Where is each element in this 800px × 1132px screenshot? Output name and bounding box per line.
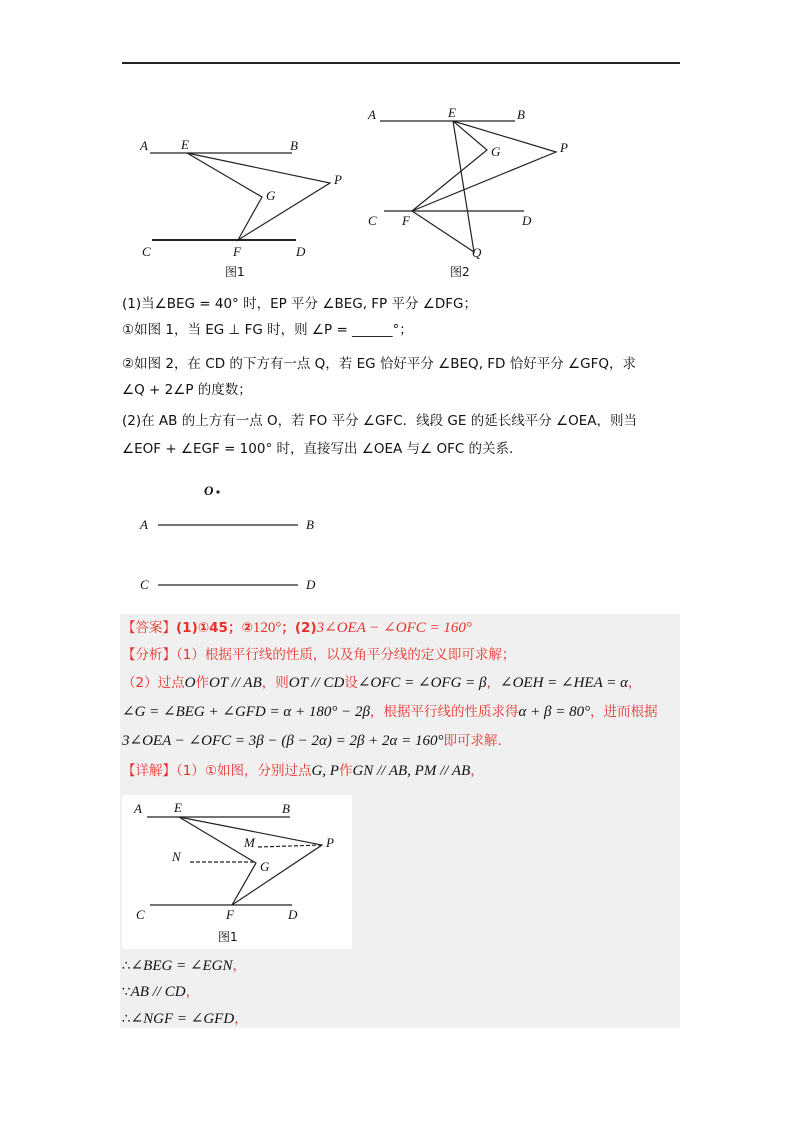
step-line bbox=[122, 1010, 248, 1028]
figure-2 bbox=[362, 104, 582, 280]
label-B: B bbox=[282, 801, 290, 816]
label-E: E bbox=[448, 105, 456, 120]
symbol: ∴ bbox=[122, 958, 131, 974]
label-D: D bbox=[288, 907, 298, 922]
label-B: B bbox=[517, 107, 525, 122]
label-F: F bbox=[233, 244, 241, 259]
text: ， bbox=[627, 675, 642, 691]
label-F: F bbox=[226, 907, 234, 922]
step-line bbox=[122, 983, 199, 1001]
text: （1）①如图，分别过点 bbox=[176, 763, 312, 779]
math: ∠BEG = ∠EGN bbox=[130, 958, 233, 974]
text: ， bbox=[470, 763, 484, 779]
math: α + β = 80° bbox=[518, 704, 591, 720]
math: ∠OEH = ∠HEA = α bbox=[500, 675, 628, 691]
text: （1）根据平行线的性质，以及角平分线的定义即可求解； bbox=[176, 647, 516, 663]
label-G: G bbox=[491, 144, 501, 159]
symbol: ∵ bbox=[122, 984, 131, 1000]
math: 3∠OEA − ∠OFC = 3β − (β − 2α) = 2β + 2α = 160° bbox=[122, 733, 444, 749]
label-A: A bbox=[140, 517, 148, 532]
figure-3 bbox=[122, 795, 352, 949]
answer-tag: 【答案】 bbox=[122, 620, 176, 636]
label-D: D bbox=[306, 577, 316, 592]
text: 设 bbox=[344, 675, 358, 691]
text: ，根据平行线的性质求得 bbox=[369, 704, 519, 720]
answer-value: 3∠OEA − ∠OFC = 160° bbox=[316, 620, 472, 636]
label-Q: Q bbox=[472, 245, 482, 260]
analysis-line bbox=[122, 646, 515, 664]
caption: 图1 bbox=[218, 930, 238, 944]
label-C: C bbox=[140, 577, 149, 592]
text: ， bbox=[486, 675, 500, 691]
text: 作 bbox=[195, 675, 209, 691]
label-D: D bbox=[296, 244, 306, 259]
answer-part: ；(2) bbox=[281, 620, 317, 636]
math: ∠OFC = ∠OFG = β bbox=[357, 675, 487, 691]
detail-line bbox=[122, 762, 484, 780]
label-N: N bbox=[172, 849, 181, 864]
label-P: P bbox=[560, 140, 568, 155]
label-M: M bbox=[244, 835, 255, 850]
text: ， bbox=[185, 984, 200, 1000]
text: 作 bbox=[338, 763, 353, 779]
math: OT // AB bbox=[208, 675, 262, 691]
label-C: C bbox=[142, 244, 151, 259]
label-C: C bbox=[368, 213, 377, 228]
answer-line bbox=[122, 619, 472, 637]
label-B: B bbox=[306, 517, 314, 532]
question-line: ∠Q + 2∠P 的度数； bbox=[122, 382, 252, 398]
analysis-tag: 【分析】 bbox=[122, 647, 176, 663]
analysis-line bbox=[122, 703, 658, 721]
label-C: C bbox=[136, 907, 145, 922]
label-F: F bbox=[402, 213, 410, 228]
math: G, P bbox=[311, 763, 339, 779]
label-D: D bbox=[522, 213, 532, 228]
label-A: A bbox=[140, 138, 148, 153]
label-E: E bbox=[174, 800, 182, 815]
text: ，进而根据 bbox=[590, 704, 658, 720]
label-P: P bbox=[334, 172, 342, 187]
question-line: (1)当∠BEG = 40° 时，EP 平分 ∠BEG, FP 平分 ∠DFG； bbox=[122, 296, 477, 312]
detail-tag: 【详解】 bbox=[122, 763, 176, 779]
math: OT // CD bbox=[288, 675, 345, 691]
math: AB // CD bbox=[130, 984, 186, 1000]
figure-3-box bbox=[122, 795, 352, 949]
question-line: ②如图 2，在 CD 的下方有一点 Q，若 EG 恰好平分 ∠BEQ, FD 恰好平分 ∠GFQ，求 bbox=[122, 356, 636, 372]
question-line: ∠EOF + ∠EGF = 100° 时，直接写出 ∠OEA 与∠ OFC 的关系． bbox=[122, 441, 523, 457]
math: O bbox=[184, 675, 196, 691]
text: ， bbox=[234, 1011, 248, 1027]
text: 即可求解. bbox=[443, 733, 502, 749]
text: （2）过点 bbox=[122, 675, 185, 691]
question-line: ①如图 1，当 EG ⊥ FG 时，则 ∠P = ______°； bbox=[122, 322, 413, 338]
label-A: A bbox=[134, 801, 142, 816]
text: ， bbox=[232, 958, 247, 974]
caption: 图1 bbox=[225, 265, 245, 279]
symbol: ∴ bbox=[122, 1011, 131, 1027]
math: ∠G = ∠BEG + ∠GFD = α + 180° − 2β bbox=[122, 704, 370, 720]
label-O: O bbox=[204, 483, 214, 498]
step-line bbox=[122, 957, 246, 975]
blank-figure bbox=[130, 475, 330, 595]
caption: 图2 bbox=[450, 265, 470, 279]
analysis-line bbox=[122, 674, 641, 692]
answer-part: (1)①45；② bbox=[176, 620, 253, 636]
question-line: (2)在 AB 的上方有一点 O，若 FO 平分 ∠GFC．线段 GE 的延长线平分 ∠OEA，则当 bbox=[122, 413, 637, 429]
label-G: G bbox=[266, 188, 276, 203]
label-G: G bbox=[260, 859, 270, 874]
text: ，则 bbox=[261, 675, 289, 691]
label-P: P bbox=[326, 835, 334, 850]
math: GN // AB, PM // AB bbox=[352, 763, 471, 779]
header-rule bbox=[122, 62, 680, 64]
figure-1 bbox=[130, 130, 350, 280]
answer-value: 120° bbox=[252, 620, 282, 636]
analysis-line bbox=[122, 732, 502, 750]
label-B: B bbox=[290, 138, 298, 153]
label-E: E bbox=[181, 137, 189, 152]
math: ∠NGF = ∠GFD bbox=[130, 1011, 235, 1027]
label-A: A bbox=[368, 107, 376, 122]
